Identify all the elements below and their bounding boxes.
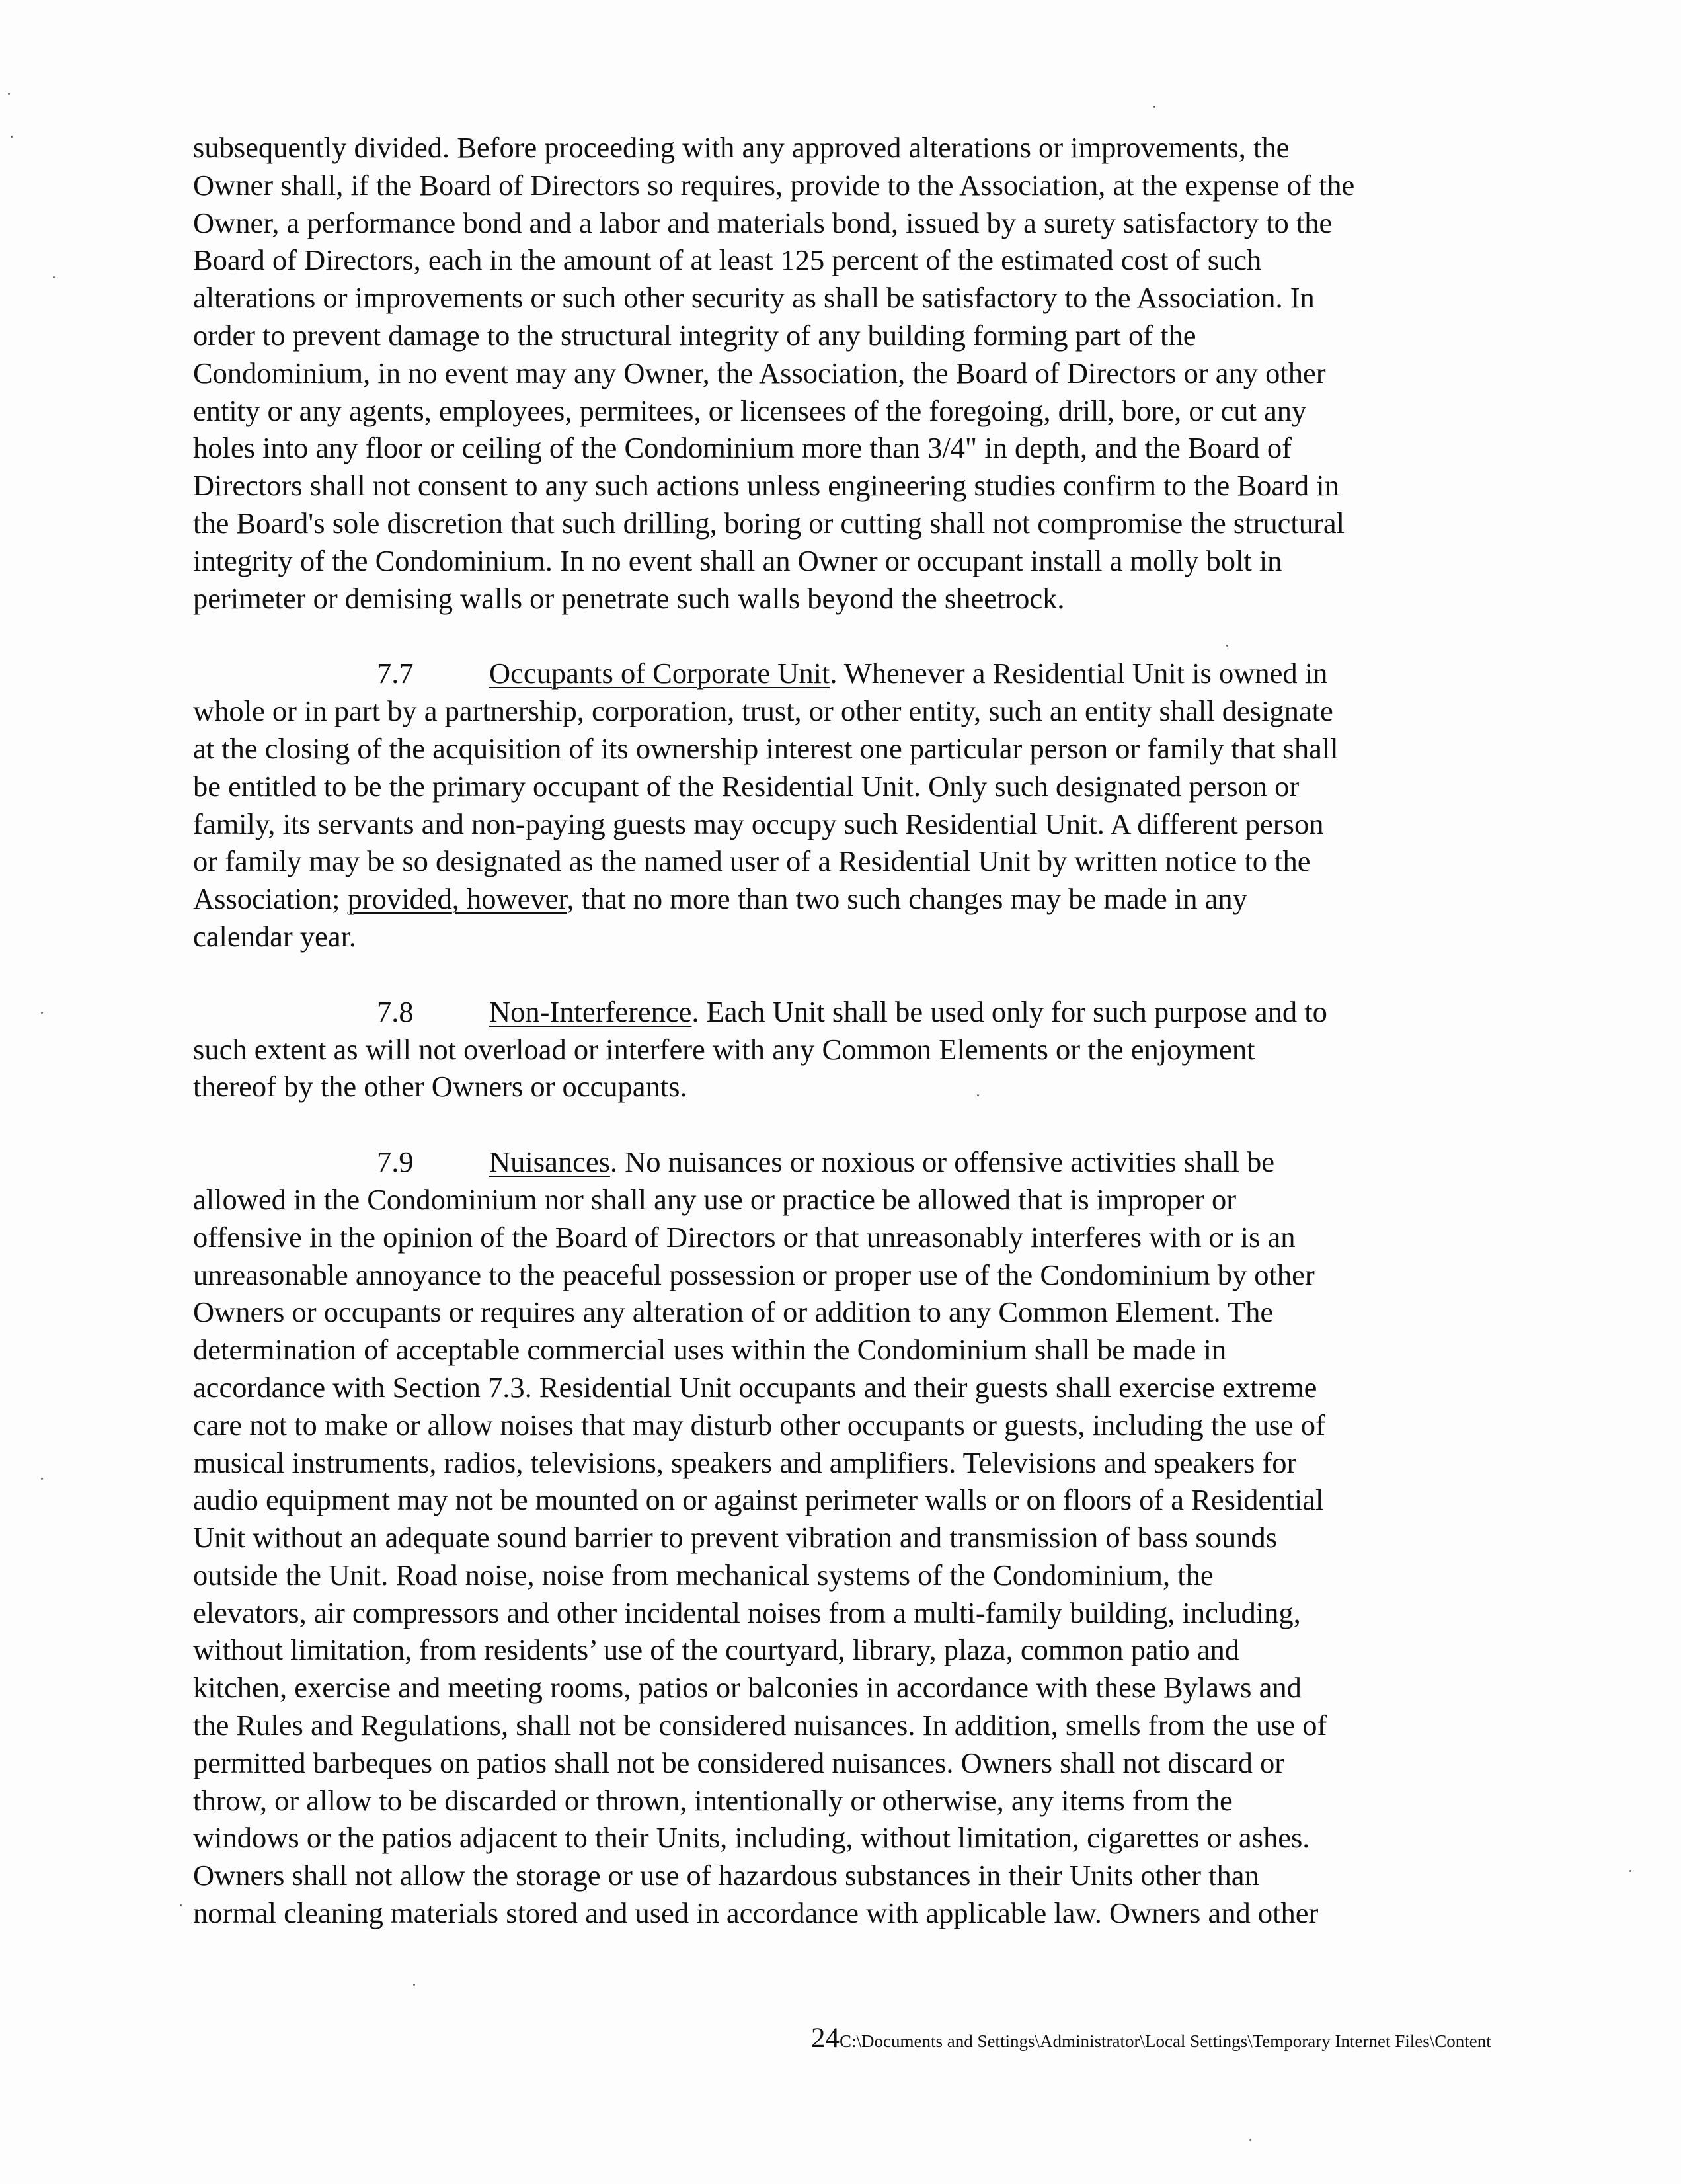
text-line: without limitation, from residents’ use of the courtyard, library, plaza, common patio and xyxy=(193,1633,1240,1667)
text-line: calendar year. xyxy=(193,919,357,953)
scan-speck xyxy=(1153,106,1155,108)
scan-speck xyxy=(53,276,55,278)
scan-speck xyxy=(8,93,10,95)
text-line: Owner, a performance bond and a labor and materials bond, issued by a surety satisfactory to the xyxy=(193,206,1333,239)
text-line: holes into any floor or ceiling of the Condominium more than 3/4" in depth, and the Board of xyxy=(193,431,1292,465)
text-line xyxy=(193,880,1515,918)
underlined-term: however xyxy=(467,882,567,916)
text-line: permitted barbeques on patios shall not be considered nuisances. Owners shall not discard or xyxy=(193,1746,1285,1779)
section-heading: Nuisances xyxy=(489,1145,610,1179)
text-line: perimeter or demising walls or penetrate such walls beyond the sheetrock. xyxy=(193,581,1065,615)
text-line: care not to make or allow noises that may disturb other occupants or guests, including the use of xyxy=(193,1408,1325,1441)
scan-speck xyxy=(41,1012,43,1014)
section-7-8 xyxy=(193,993,1515,1106)
scan-speck xyxy=(1249,2139,1251,2141)
text-run: Association; xyxy=(193,882,348,916)
text-line: accordance with Section 7.3. Residential Unit occupants and their guests shall exercise extreme xyxy=(193,1370,1317,1404)
text-run: , that no more than two such changes may be made in any xyxy=(567,882,1247,916)
text-line: entity or any agents, employees, permitees, or licensees of the foregoing, drill, bore, or cut any xyxy=(193,393,1307,427)
text-line: subsequently divided. Before proceeding with any approved alterations or improvements, the xyxy=(193,131,1290,164)
text-line: throw, or allow to be discarded or thrown, intentionally or otherwise, any items from the xyxy=(193,1783,1233,1817)
section-number: 7.8 xyxy=(377,994,414,1028)
text-line: Board of Directors, each in the amount of at least 125 percent of the estimated cost of such xyxy=(193,243,1262,277)
text-line: musical instruments, radios, televisions, speakers and amplifiers. Televisions and speakers for xyxy=(193,1445,1297,1479)
text-line: allowed in the Condominium nor shall any use or practice be allowed that is improper or xyxy=(193,1182,1237,1216)
text-line: Owners or occupants or requires any alteration of or addition to any Common Element. The xyxy=(193,1295,1274,1329)
text-line: offensive in the opinion of the Board of Directors or that unreasonably interferes with or is an xyxy=(193,1220,1296,1254)
text-line: whole or in part by a partnership, corporation, trust, or other entity, such an entity shall designate xyxy=(193,694,1333,728)
section-heading: Occupants of Corporate Unit xyxy=(489,657,830,690)
section-7-7 xyxy=(193,655,1515,955)
scan-speck xyxy=(413,1984,415,1986)
text-line: outside the Unit. Road noise, noise from mechanical systems of the Condominium, the xyxy=(193,1558,1214,1592)
scan-speck xyxy=(11,136,13,138)
text-line: or family may be so designated as the named user of a Residential Unit by written notice to the xyxy=(193,844,1311,878)
text-line: order to prevent damage to the structural integrity of any building forming part of the xyxy=(193,318,1196,352)
section-number: 7.7 xyxy=(377,657,414,690)
scan-speck xyxy=(180,1904,182,1906)
text-line: normal cleaning materials stored and used in accordance with applicable law. Owners and other xyxy=(193,1896,1319,1930)
page-number: 24 xyxy=(811,2023,840,2054)
section-heading: Non-Interference xyxy=(489,994,692,1028)
text-line: determination of acceptable commercial uses within the Condominium shall be made in xyxy=(193,1333,1227,1367)
text-line: Owners shall not allow the storage or use of hazardous substances in their Units other than xyxy=(193,1859,1259,1892)
text-line: Unit without an adequate sound barrier to prevent vibration and transmission of bass sounds xyxy=(193,1521,1278,1555)
text-run: . Each Unit shall be used only for such purpose and to xyxy=(691,994,1327,1028)
section-7-9 xyxy=(193,1143,1515,1932)
text-line: family, its servants and non-paying guests may occupy such Residential Unit. A different person xyxy=(193,807,1324,840)
document-body xyxy=(193,129,1515,1932)
text-line xyxy=(193,1143,1515,1181)
scan-speck xyxy=(1629,1870,1631,1872)
file-path: C:\Documents and Settings\Administrator\Local Settings\Temporary Internet Files\Content xyxy=(840,2031,1491,2051)
text-line: alterations or improvements or such other security as shall be satisfactory to the Association. In xyxy=(193,281,1315,315)
underlined-term: provided xyxy=(347,882,452,916)
text-line: such extent as will not overload or interfere with any Common Elements or the enjoyment xyxy=(193,1032,1255,1066)
text-line: Condominium, in no event may any Owner, the Association, the Board of Directors or any other xyxy=(193,356,1326,389)
text-line: Owner shall, if the Board of Directors so requires, provide to the Association, at the expense of the xyxy=(193,168,1355,202)
text-line: at the closing of the acquisition of its ownership interest one particular person or family that shall xyxy=(193,731,1339,765)
text-line: audio equipment may not be mounted on or against perimeter walls or on floors of a Residential xyxy=(193,1483,1324,1517)
text-run: . No nuisances or noxious or offensive activities shall be xyxy=(609,1145,1275,1179)
text-line: kitchen, exercise and meeting rooms, patios or balconies in accordance with these Bylaws and xyxy=(193,1671,1302,1705)
text-line: unreasonable annoyance to the peaceful possession or proper use of the Condominium by other xyxy=(193,1258,1315,1291)
text-line: Directors shall not consent to any such actions unless engineering studies confirm to the Board in xyxy=(193,469,1339,503)
text-line: integrity of the Condominium. In no event shall an Owner or occupant install a molly bolt in xyxy=(193,544,1282,577)
text-line: elevators, air compressors and other incidental noises from a multi-family building, including, xyxy=(193,1596,1301,1629)
underlined-term: , xyxy=(451,882,467,916)
text-line: the Board's sole discretion that such drilling, boring or cutting shall not compromise the structural xyxy=(193,506,1345,540)
text-line: thereof by the other Owners or occupants. xyxy=(193,1070,687,1104)
scan-speck xyxy=(41,1478,43,1480)
section-number: 7.9 xyxy=(377,1145,414,1179)
text-run: . Whenever a Residential Unit is owned in xyxy=(830,657,1328,690)
text-line: be entitled to be the primary occupant of the Residential Unit. Only such designated person or xyxy=(193,769,1300,803)
text-line: the Rules and Regulations, shall not be considered nuisances. In addition, smells from the use of xyxy=(193,1709,1327,1742)
page-footer xyxy=(811,2022,1491,2054)
paragraph-continuation xyxy=(193,129,1515,617)
text-line xyxy=(193,655,1515,692)
text-line xyxy=(193,993,1515,1031)
text-line: windows or the patios adjacent to their Units, including, without limitation, cigarettes or ashes. xyxy=(193,1821,1310,1855)
